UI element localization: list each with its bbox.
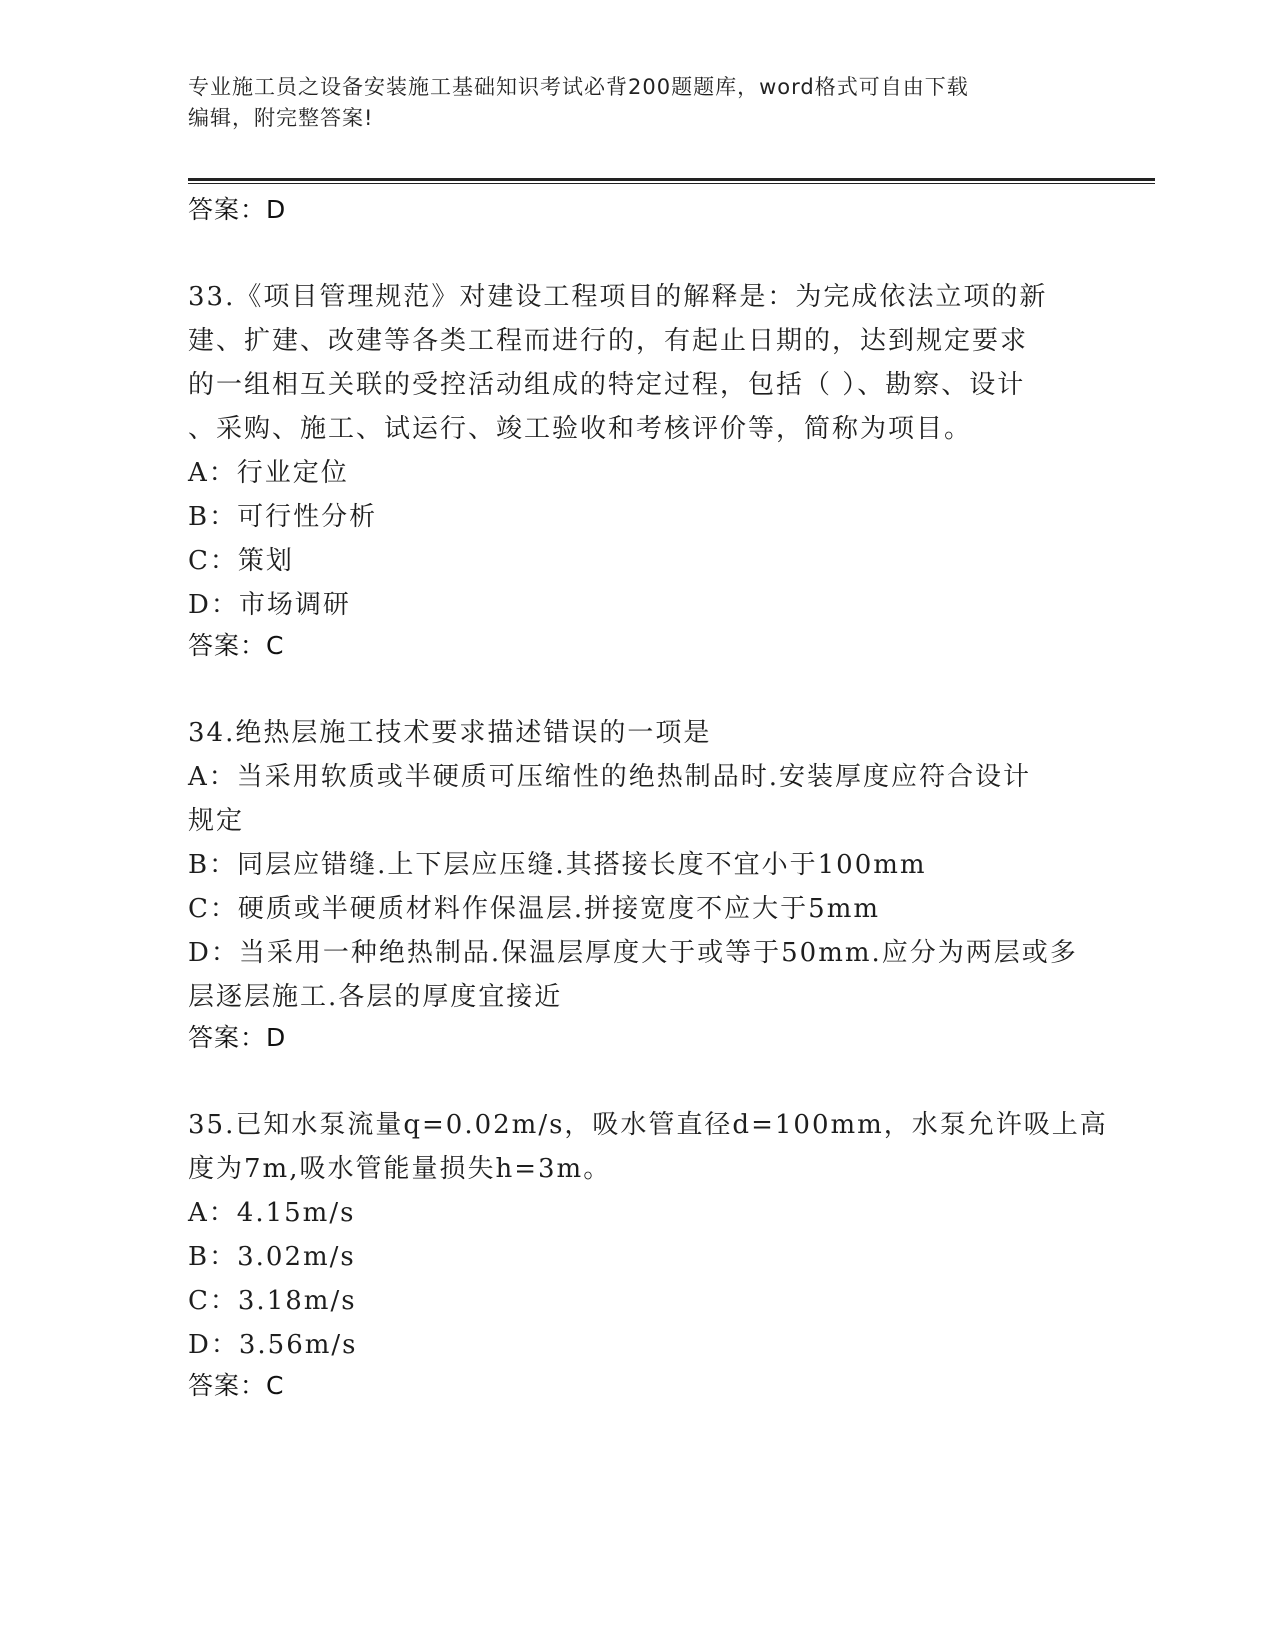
question-35-line-1: 35.已知水泵流量q=0.02m/s，吸水管直径d=100mm，水泵允许吸上高 [188,1110,1108,1140]
question-34-option-d-cont: 层逐层施工.各层的厚度宜接近 [188,982,563,1012]
question-35-option-a: A：4.15m/s [188,1198,356,1228]
question-35-option-c: C：3.18m/s [188,1286,357,1316]
question-33-line-1: 33.《项目管理规范》对建设工程项目的解释是：为完成依法立项的新 [188,282,1048,312]
answer-q33: 答案：C [188,631,285,660]
question-33-option-b: B：可行性分析 [188,502,378,532]
question-34-option-a-cont: 规定 [188,806,245,836]
question-34-option-b: B：同层应错缝.上下层应压缝.其搭接长度不宜小于100mm [188,850,927,880]
header-line-2: 编辑，附完整答案! [188,106,374,130]
question-34-line-1: 34.绝热层施工技术要求描述错误的一项是 [188,718,712,748]
question-34-option-c: C：硬质或半硬质材料作保温层.拼接宽度不应大于5mm [188,894,881,924]
question-33-line-4: 、采购、施工、试运行、竣工验收和考核评价等，简称为项目。 [188,414,973,444]
question-33-line-2: 建、扩建、改建等各类工程而进行的，有起止日期的，达到规定要求 [188,326,1029,356]
question-35-line-2: 度为7m,吸水管能量损失h=3m。 [188,1154,612,1184]
question-33-option-c: C：策划 [188,546,294,576]
question-35-option-d: D：3.56m/s [188,1330,358,1360]
header-line-1: 专业施工员之设备安装施工基础知识考试必背200题题库，word格式可自由下载 [188,75,969,99]
answer-q32: 答案：D [188,195,287,224]
question-34-option-d: D：当采用一种绝热制品.保温层厚度大于或等于50mm.应分为两层或多 [188,938,1078,968]
question-35-option-b: B：3.02m/s [188,1242,356,1272]
question-33-option-d: D：市场调研 [188,590,351,620]
document-header [188,72,1088,134]
header-rule-thick [188,178,1155,181]
question-33-line-3: 的一组相互关联的受控活动组成的特定过程，包括（ ）、勘察、设计 [188,370,1026,400]
question-33-option-a: A：行业定位 [188,458,349,488]
header-rule-thin [188,183,1155,184]
answer-q35: 答案：C [188,1371,285,1400]
question-34-option-a: A：当采用软质或半硬质可压缩性的绝热制品时.安装厚度应符合设计 [188,762,1032,792]
answer-q34: 答案：D [188,1023,287,1052]
